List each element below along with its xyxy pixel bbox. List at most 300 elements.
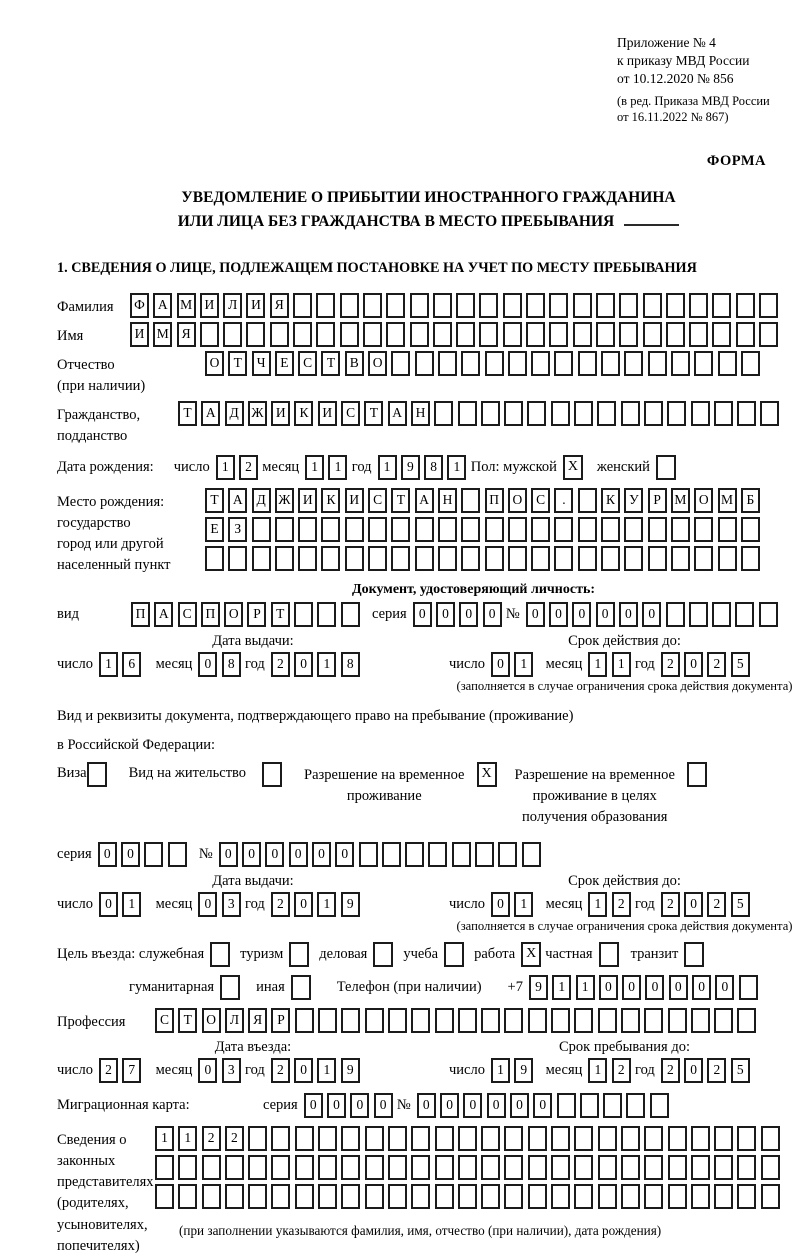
char-cell[interactable]: Р xyxy=(247,602,266,627)
char-cell[interactable] xyxy=(624,517,643,542)
char-cell[interactable]: О xyxy=(368,351,387,376)
char-cell[interactable]: 0 xyxy=(645,975,664,1000)
char-cell[interactable] xyxy=(554,517,573,542)
char-cell[interactable]: 0 xyxy=(463,1093,482,1118)
char-cell[interactable] xyxy=(340,322,359,347)
char-cell[interactable] xyxy=(601,546,620,571)
char-cell[interactable]: 0 xyxy=(374,1093,393,1118)
char-cell[interactable]: 0 xyxy=(622,975,641,1000)
char-cell[interactable] xyxy=(718,351,737,376)
char-cell[interactable] xyxy=(456,293,475,318)
char-cell[interactable] xyxy=(365,1155,384,1180)
char-cell[interactable] xyxy=(295,1126,314,1151)
char-cell[interactable]: А xyxy=(153,293,172,318)
char-cell[interactable] xyxy=(531,546,550,571)
char-cell[interactable] xyxy=(341,1126,360,1151)
char-cell[interactable]: К xyxy=(601,488,620,513)
char-cell[interactable]: 1 xyxy=(305,455,324,480)
char-cell[interactable] xyxy=(621,1008,640,1033)
char-cell[interactable] xyxy=(601,517,620,542)
char-cell[interactable]: Д xyxy=(225,401,244,426)
char-cell[interactable]: 1 xyxy=(122,892,141,917)
char-cell[interactable] xyxy=(668,1008,687,1033)
char-cell[interactable] xyxy=(666,322,685,347)
char-cell[interactable]: 1 xyxy=(588,1058,607,1083)
char-cell[interactable]: С xyxy=(368,488,387,513)
char-cell[interactable]: 0 xyxy=(487,1093,506,1118)
char-cell[interactable] xyxy=(531,351,550,376)
char-cell[interactable] xyxy=(712,602,731,627)
char-cell[interactable] xyxy=(365,1008,384,1033)
char-cell[interactable]: М xyxy=(671,488,690,513)
char-cell[interactable]: А xyxy=(201,401,220,426)
char-cell[interactable]: О xyxy=(205,351,224,376)
char-cell[interactable]: 0 xyxy=(294,652,313,677)
char-cell[interactable] xyxy=(573,293,592,318)
char-cell[interactable]: 0 xyxy=(599,975,618,1000)
char-cell[interactable] xyxy=(433,293,452,318)
char-cell[interactable] xyxy=(295,1155,314,1180)
char-cell[interactable]: Н xyxy=(438,488,457,513)
char-cell[interactable] xyxy=(411,1155,430,1180)
char-cell[interactable] xyxy=(475,842,494,867)
char-cell[interactable]: П xyxy=(201,602,220,627)
char-cell[interactable] xyxy=(598,1008,617,1033)
char-cell[interactable] xyxy=(438,517,457,542)
char-cell[interactable] xyxy=(718,546,737,571)
char-cell[interactable] xyxy=(694,517,713,542)
char-cell[interactable] xyxy=(621,1184,640,1209)
char-cell[interactable] xyxy=(759,322,778,347)
char-cell[interactable] xyxy=(317,602,336,627)
char-cell[interactable]: Ж xyxy=(275,488,294,513)
char-cell[interactable]: У xyxy=(624,488,643,513)
char-cell[interactable]: 2 xyxy=(271,1058,290,1083)
char-cell[interactable]: 3 xyxy=(222,892,241,917)
char-cell[interactable] xyxy=(644,1008,663,1033)
char-cell[interactable] xyxy=(741,351,760,376)
char-cell[interactable] xyxy=(598,1126,617,1151)
char-cell[interactable]: Ч xyxy=(252,351,271,376)
char-cell[interactable]: П xyxy=(485,488,504,513)
char-cell[interactable]: 0 xyxy=(304,1093,323,1118)
char-cell[interactable]: 5 xyxy=(731,1058,750,1083)
char-cell[interactable]: 1 xyxy=(317,892,336,917)
char-cell[interactable]: 0 xyxy=(491,652,510,677)
char-cell[interactable]: С xyxy=(298,351,317,376)
char-cell[interactable]: 9 xyxy=(341,1058,360,1083)
char-cell[interactable] xyxy=(578,351,597,376)
char-cell[interactable] xyxy=(298,546,317,571)
char-cell[interactable]: 0 xyxy=(98,842,117,867)
gender-male-checkbox[interactable]: X xyxy=(563,455,583,480)
purpose-business-checkbox[interactable] xyxy=(373,942,393,967)
char-cell[interactable] xyxy=(526,322,545,347)
char-cell[interactable] xyxy=(522,842,541,867)
char-cell[interactable] xyxy=(759,293,778,318)
char-cell[interactable] xyxy=(666,602,685,627)
char-cell[interactable]: 5 xyxy=(731,652,750,677)
char-cell[interactable] xyxy=(388,1184,407,1209)
char-cell[interactable] xyxy=(391,546,410,571)
char-cell[interactable] xyxy=(411,1184,430,1209)
char-cell[interactable] xyxy=(252,546,271,571)
char-cell[interactable] xyxy=(689,322,708,347)
char-cell[interactable] xyxy=(316,293,335,318)
char-cell[interactable] xyxy=(648,351,667,376)
char-cell[interactable]: 1 xyxy=(317,1058,336,1083)
char-cell[interactable] xyxy=(643,293,662,318)
char-cell[interactable] xyxy=(458,1184,477,1209)
char-cell[interactable]: 0 xyxy=(198,652,217,677)
char-cell[interactable] xyxy=(671,351,690,376)
char-cell[interactable] xyxy=(458,1126,477,1151)
char-cell[interactable]: 2 xyxy=(99,1058,118,1083)
char-cell[interactable]: Т xyxy=(271,602,290,627)
char-cell[interactable] xyxy=(458,1008,477,1033)
char-cell[interactable]: 2 xyxy=(707,652,726,677)
char-cell[interactable]: 0 xyxy=(436,602,455,627)
char-cell[interactable] xyxy=(574,401,593,426)
char-cell[interactable] xyxy=(205,546,224,571)
char-cell[interactable] xyxy=(223,322,242,347)
char-cell[interactable] xyxy=(508,351,527,376)
char-cell[interactable] xyxy=(388,1008,407,1033)
char-cell[interactable] xyxy=(526,293,545,318)
char-cell[interactable]: 2 xyxy=(239,455,258,480)
purpose-other-checkbox[interactable] xyxy=(291,975,311,1000)
char-cell[interactable] xyxy=(603,1093,622,1118)
char-cell[interactable] xyxy=(415,351,434,376)
char-cell[interactable] xyxy=(434,401,453,426)
char-cell[interactable] xyxy=(410,293,429,318)
char-cell[interactable] xyxy=(365,1126,384,1151)
char-cell[interactable] xyxy=(340,293,359,318)
char-cell[interactable] xyxy=(694,351,713,376)
char-cell[interactable] xyxy=(461,546,480,571)
char-cell[interactable]: 1 xyxy=(378,455,397,480)
char-cell[interactable] xyxy=(415,546,434,571)
char-cell[interactable] xyxy=(666,293,685,318)
char-cell[interactable] xyxy=(714,1008,733,1033)
char-cell[interactable]: М xyxy=(718,488,737,513)
char-cell[interactable] xyxy=(597,401,616,426)
char-cell[interactable] xyxy=(295,1184,314,1209)
char-cell[interactable]: 0 xyxy=(526,602,545,627)
char-cell[interactable] xyxy=(318,1155,337,1180)
char-cell[interactable]: 2 xyxy=(271,652,290,677)
char-cell[interactable]: С xyxy=(531,488,550,513)
char-cell[interactable] xyxy=(736,322,755,347)
char-cell[interactable]: 1 xyxy=(447,455,466,480)
char-cell[interactable] xyxy=(485,546,504,571)
char-cell[interactable] xyxy=(461,351,480,376)
char-cell[interactable]: 2 xyxy=(202,1126,221,1151)
purpose-tourism-checkbox[interactable] xyxy=(289,942,309,967)
char-cell[interactable]: 2 xyxy=(612,892,631,917)
char-cell[interactable]: 0 xyxy=(312,842,331,867)
char-cell[interactable]: 0 xyxy=(242,842,261,867)
char-cell[interactable] xyxy=(461,488,480,513)
char-cell[interactable] xyxy=(248,1126,267,1151)
char-cell[interactable] xyxy=(736,293,755,318)
char-cell[interactable] xyxy=(761,1184,780,1209)
char-cell[interactable] xyxy=(391,351,410,376)
char-cell[interactable] xyxy=(551,1126,570,1151)
char-cell[interactable] xyxy=(178,1155,197,1180)
char-cell[interactable]: 2 xyxy=(661,892,680,917)
char-cell[interactable] xyxy=(391,517,410,542)
char-cell[interactable] xyxy=(596,293,615,318)
char-cell[interactable] xyxy=(621,401,640,426)
char-cell[interactable]: 0 xyxy=(549,602,568,627)
char-cell[interactable] xyxy=(650,1093,669,1118)
char-cell[interactable] xyxy=(574,1008,593,1033)
char-cell[interactable]: 0 xyxy=(417,1093,436,1118)
char-cell[interactable] xyxy=(225,1155,244,1180)
char-cell[interactable]: О xyxy=(224,602,243,627)
char-cell[interactable] xyxy=(549,293,568,318)
gender-female-checkbox[interactable] xyxy=(656,455,676,480)
char-cell[interactable] xyxy=(714,1126,733,1151)
char-cell[interactable] xyxy=(228,546,247,571)
char-cell[interactable] xyxy=(202,1155,221,1180)
char-cell[interactable]: С xyxy=(155,1008,174,1033)
char-cell[interactable]: 2 xyxy=(707,892,726,917)
char-cell[interactable] xyxy=(435,1126,454,1151)
char-cell[interactable] xyxy=(435,1155,454,1180)
char-cell[interactable]: 1 xyxy=(99,652,118,677)
char-cell[interactable] xyxy=(318,1008,337,1033)
char-cell[interactable]: 0 xyxy=(642,602,661,627)
char-cell[interactable]: И xyxy=(298,488,317,513)
char-cell[interactable] xyxy=(321,546,340,571)
char-cell[interactable] xyxy=(504,1155,523,1180)
char-cell[interactable]: 0 xyxy=(483,602,502,627)
char-cell[interactable]: 0 xyxy=(510,1093,529,1118)
char-cell[interactable] xyxy=(294,602,313,627)
char-cell[interactable]: И xyxy=(130,322,149,347)
purpose-transit-checkbox[interactable] xyxy=(684,942,704,967)
char-cell[interactable]: 1 xyxy=(514,892,533,917)
char-cell[interactable] xyxy=(411,1008,430,1033)
char-cell[interactable]: 0 xyxy=(413,602,432,627)
char-cell[interactable]: 0 xyxy=(265,842,284,867)
char-cell[interactable] xyxy=(689,602,708,627)
char-cell[interactable] xyxy=(528,1155,547,1180)
char-cell[interactable] xyxy=(759,602,778,627)
char-cell[interactable]: 2 xyxy=(661,652,680,677)
char-cell[interactable] xyxy=(461,517,480,542)
char-cell[interactable] xyxy=(382,842,401,867)
char-cell[interactable]: Т xyxy=(364,401,383,426)
char-cell[interactable]: 1 xyxy=(612,652,631,677)
char-cell[interactable] xyxy=(648,546,667,571)
char-cell[interactable]: 0 xyxy=(198,892,217,917)
char-cell[interactable] xyxy=(619,293,638,318)
char-cell[interactable] xyxy=(452,842,471,867)
char-cell[interactable] xyxy=(388,1126,407,1151)
char-cell[interactable] xyxy=(528,1126,547,1151)
char-cell[interactable] xyxy=(202,1184,221,1209)
char-cell[interactable]: 3 xyxy=(222,1058,241,1083)
char-cell[interactable] xyxy=(528,1008,547,1033)
char-cell[interactable] xyxy=(248,1155,267,1180)
char-cell[interactable] xyxy=(438,546,457,571)
char-cell[interactable]: 0 xyxy=(219,842,238,867)
char-cell[interactable]: 1 xyxy=(317,652,336,677)
char-cell[interactable]: 0 xyxy=(121,842,140,867)
char-cell[interactable]: 9 xyxy=(341,892,360,917)
char-cell[interactable] xyxy=(411,1126,430,1151)
char-cell[interactable] xyxy=(621,1155,640,1180)
char-cell[interactable]: 0 xyxy=(684,892,703,917)
char-cell[interactable] xyxy=(345,546,364,571)
char-cell[interactable] xyxy=(626,1093,645,1118)
char-cell[interactable]: 2 xyxy=(225,1126,244,1151)
char-cell[interactable] xyxy=(531,517,550,542)
char-cell[interactable]: Т xyxy=(178,1008,197,1033)
char-cell[interactable]: Б xyxy=(741,488,760,513)
char-cell[interactable] xyxy=(760,401,779,426)
char-cell[interactable]: 1 xyxy=(588,652,607,677)
char-cell[interactable] xyxy=(485,351,504,376)
char-cell[interactable] xyxy=(178,1184,197,1209)
char-cell[interactable]: П xyxy=(131,602,150,627)
char-cell[interactable]: 1 xyxy=(576,975,595,1000)
char-cell[interactable] xyxy=(671,517,690,542)
char-cell[interactable] xyxy=(573,322,592,347)
char-cell[interactable] xyxy=(481,1008,500,1033)
char-cell[interactable]: В xyxy=(345,351,364,376)
char-cell[interactable] xyxy=(621,1126,640,1151)
char-cell[interactable] xyxy=(341,602,360,627)
char-cell[interactable]: 9 xyxy=(401,455,420,480)
char-cell[interactable]: 1 xyxy=(491,1058,510,1083)
char-cell[interactable] xyxy=(359,842,378,867)
char-cell[interactable] xyxy=(551,1008,570,1033)
char-cell[interactable] xyxy=(508,546,527,571)
char-cell[interactable] xyxy=(508,517,527,542)
char-cell[interactable] xyxy=(275,517,294,542)
temp-residence-checkbox[interactable]: X xyxy=(477,762,497,787)
char-cell[interactable] xyxy=(341,1155,360,1180)
char-cell[interactable] xyxy=(155,1184,174,1209)
char-cell[interactable]: 0 xyxy=(294,892,313,917)
char-cell[interactable]: 1 xyxy=(178,1126,197,1151)
char-cell[interactable]: 0 xyxy=(533,1093,552,1118)
char-cell[interactable] xyxy=(293,293,312,318)
char-cell[interactable] xyxy=(737,1008,756,1033)
char-cell[interactable] xyxy=(712,322,731,347)
char-cell[interactable] xyxy=(479,293,498,318)
char-cell[interactable] xyxy=(667,401,686,426)
char-cell[interactable] xyxy=(271,1184,290,1209)
char-cell[interactable]: Ф xyxy=(130,293,149,318)
char-cell[interactable]: Р xyxy=(648,488,667,513)
char-cell[interactable]: 1 xyxy=(514,652,533,677)
char-cell[interactable] xyxy=(481,1126,500,1151)
char-cell[interactable]: К xyxy=(294,401,313,426)
char-cell[interactable] xyxy=(554,351,573,376)
char-cell[interactable]: И xyxy=(246,293,265,318)
char-cell[interactable]: И xyxy=(318,401,337,426)
char-cell[interactable] xyxy=(504,1008,523,1033)
char-cell[interactable]: Т xyxy=(321,351,340,376)
char-cell[interactable]: О xyxy=(694,488,713,513)
purpose-study-checkbox[interactable] xyxy=(444,942,464,967)
char-cell[interactable] xyxy=(458,401,477,426)
char-cell[interactable] xyxy=(275,546,294,571)
char-cell[interactable] xyxy=(503,322,522,347)
char-cell[interactable] xyxy=(644,1184,663,1209)
char-cell[interactable] xyxy=(741,517,760,542)
char-cell[interactable] xyxy=(644,1126,663,1151)
purpose-official-checkbox[interactable] xyxy=(210,942,230,967)
char-cell[interactable] xyxy=(528,1184,547,1209)
char-cell[interactable] xyxy=(761,1126,780,1151)
char-cell[interactable] xyxy=(504,1126,523,1151)
char-cell[interactable]: А xyxy=(228,488,247,513)
char-cell[interactable] xyxy=(435,1008,454,1033)
char-cell[interactable] xyxy=(598,1184,617,1209)
char-cell[interactable] xyxy=(741,546,760,571)
char-cell[interactable] xyxy=(739,975,758,1000)
char-cell[interactable]: А xyxy=(388,401,407,426)
char-cell[interactable] xyxy=(714,401,733,426)
char-cell[interactable]: С xyxy=(178,602,197,627)
char-cell[interactable] xyxy=(691,1155,710,1180)
char-cell[interactable]: 6 xyxy=(122,652,141,677)
char-cell[interactable] xyxy=(691,1008,710,1033)
char-cell[interactable] xyxy=(252,517,271,542)
char-cell[interactable] xyxy=(557,1093,576,1118)
char-cell[interactable] xyxy=(761,1155,780,1180)
char-cell[interactable]: 0 xyxy=(684,652,703,677)
char-cell[interactable]: Л xyxy=(223,293,242,318)
char-cell[interactable] xyxy=(458,1155,477,1180)
visa-checkbox[interactable] xyxy=(87,762,107,787)
char-cell[interactable] xyxy=(714,1184,733,1209)
char-cell[interactable]: Н xyxy=(411,401,430,426)
char-cell[interactable]: 1 xyxy=(588,892,607,917)
char-cell[interactable] xyxy=(428,842,447,867)
char-cell[interactable] xyxy=(435,1184,454,1209)
char-cell[interactable] xyxy=(504,1184,523,1209)
char-cell[interactable]: Т xyxy=(391,488,410,513)
char-cell[interactable] xyxy=(363,322,382,347)
char-cell[interactable]: 2 xyxy=(707,1058,726,1083)
char-cell[interactable] xyxy=(271,1126,290,1151)
char-cell[interactable]: О xyxy=(508,488,527,513)
char-cell[interactable] xyxy=(648,517,667,542)
char-cell[interactable] xyxy=(596,322,615,347)
char-cell[interactable] xyxy=(200,322,219,347)
char-cell[interactable] xyxy=(601,351,620,376)
char-cell[interactable] xyxy=(386,293,405,318)
char-cell[interactable] xyxy=(737,1155,756,1180)
char-cell[interactable]: К xyxy=(321,488,340,513)
char-cell[interactable]: Я xyxy=(248,1008,267,1033)
char-cell[interactable]: 0 xyxy=(350,1093,369,1118)
char-cell[interactable] xyxy=(527,401,546,426)
char-cell[interactable] xyxy=(456,322,475,347)
char-cell[interactable]: 0 xyxy=(715,975,734,1000)
char-cell[interactable] xyxy=(248,1184,267,1209)
char-cell[interactable] xyxy=(485,517,504,542)
char-cell[interactable]: 1 xyxy=(216,455,235,480)
char-cell[interactable] xyxy=(689,293,708,318)
